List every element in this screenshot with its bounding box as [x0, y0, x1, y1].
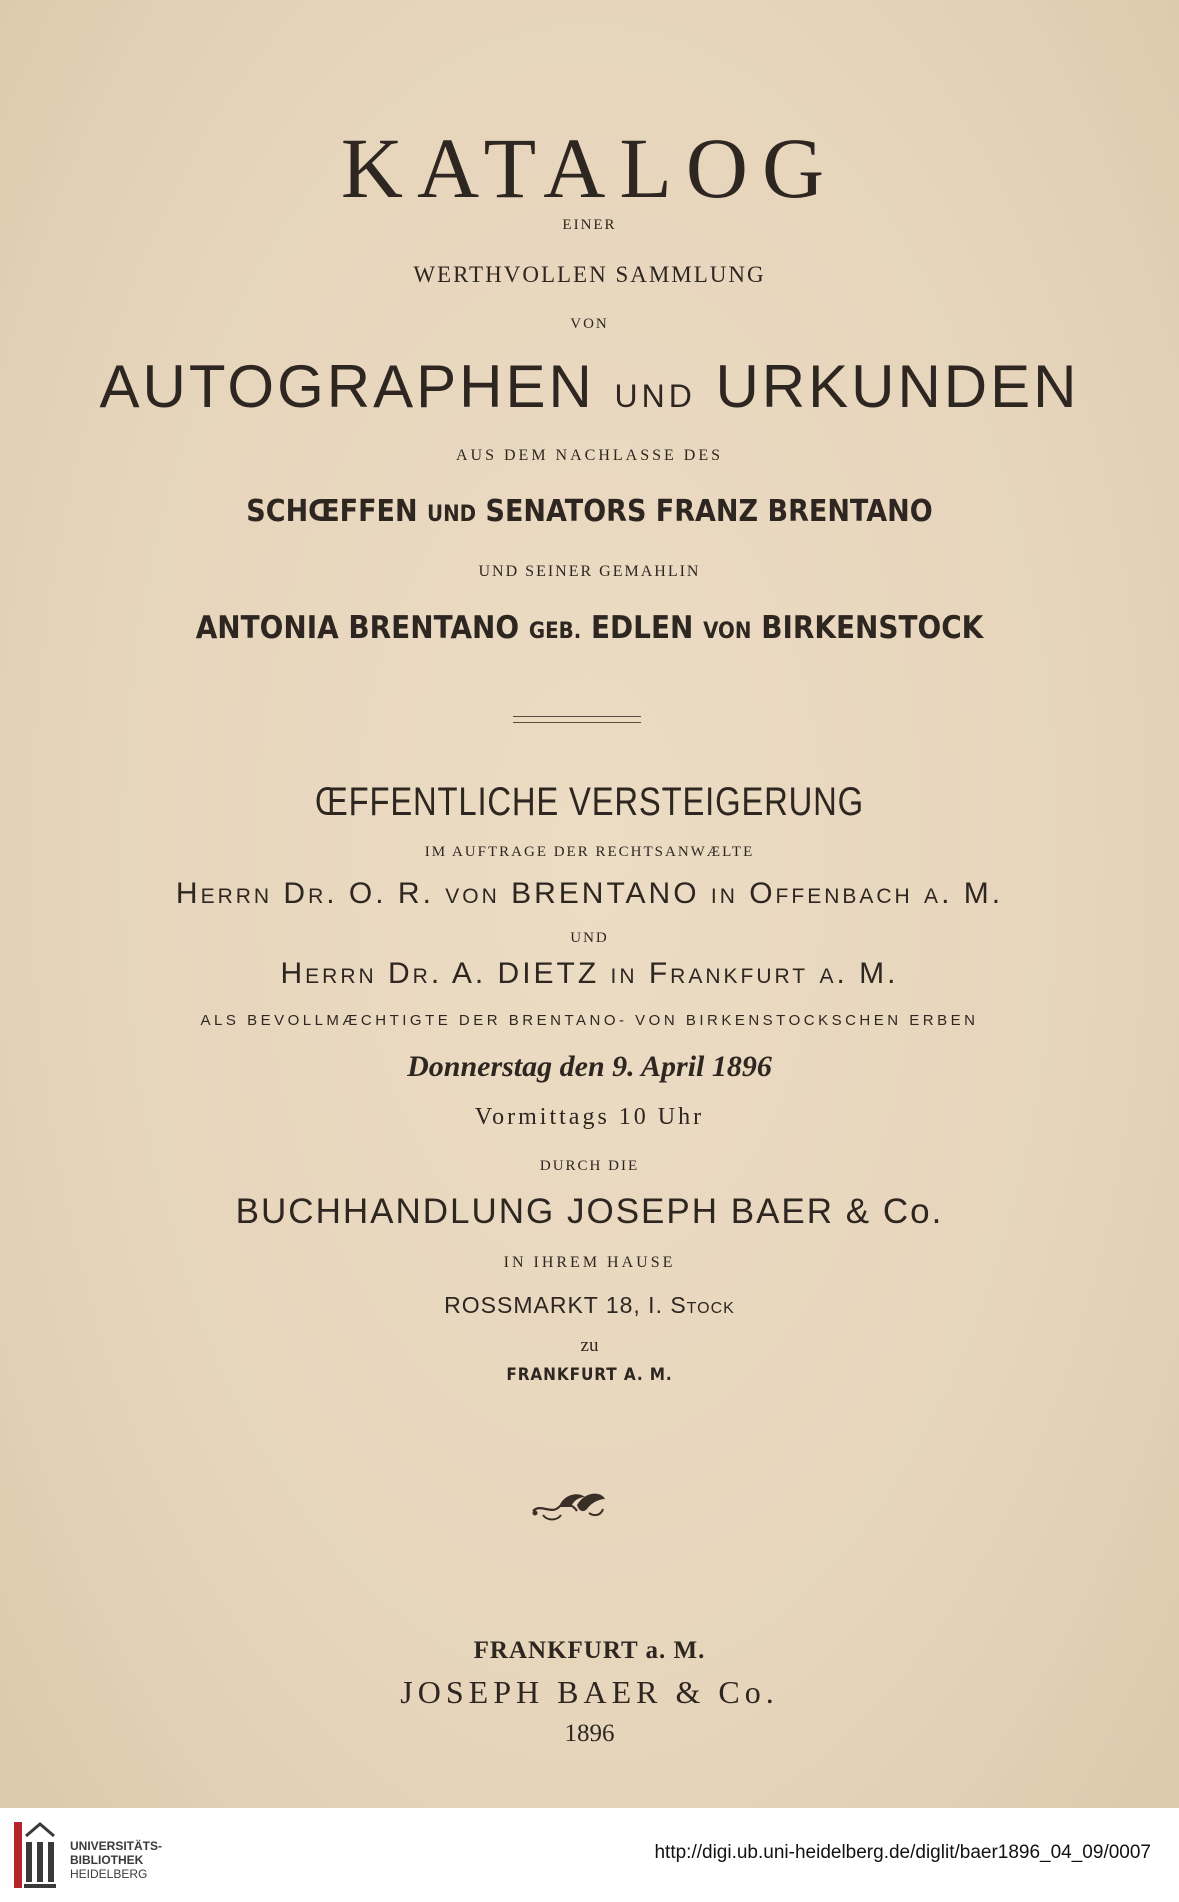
heading-antonia-brentano	[59, 610, 1120, 646]
divider-rule-thin	[513, 722, 641, 723]
line-von: VON	[570, 316, 609, 332]
line-und-seiner-gemahlin: UND SEINER GEMAHLIN	[478, 563, 701, 580]
word-und-2: UND	[427, 502, 477, 527]
logo-line-1: UNIVERSITÄTS-	[70, 1839, 163, 1853]
word-urkunden: URKUNDEN	[715, 353, 1080, 420]
heading-schoeffen-brentano	[59, 494, 1120, 529]
heading-oeffentliche-versteigerung: ŒFFENTLICHE VERSTEIGERUNG	[314, 780, 864, 824]
word-birkenstock: BIRKENSTOCK	[761, 610, 984, 646]
heading-autographen-urkunden	[0, 352, 1179, 421]
word-edlen: EDLEN	[590, 610, 694, 646]
leaf-flourish-icon	[529, 1485, 609, 1525]
word-schoeffen: SCHŒFFEN	[246, 494, 418, 529]
catalog-title: KATALOG	[340, 120, 839, 216]
word-geb: GEB.	[528, 619, 582, 644]
line-durch-die: DURCH DIE	[539, 1158, 640, 1174]
line-in-ihrem-hause: IN IHREM HAUSE	[503, 1254, 676, 1271]
line-im-auftrage: IM AUFTRAGE DER RECHTSANWÆLTE	[424, 844, 755, 860]
auction-date: Donnerstag den 9. April 1896	[407, 1050, 772, 1083]
word-und: UND	[614, 378, 696, 414]
footer-bar	[0, 1808, 1179, 1902]
logo-line-2: BIBLIOTHEK	[70, 1853, 144, 1867]
line-herrn-brentano: Herrn Dr. O. R. von BRENTANO in Offenbach a. M.	[175, 877, 1004, 910]
heading-buchhandlung: BUCHHANDLUNG JOSEPH BAER & Co.	[235, 1192, 944, 1231]
source-url-link[interactable]: http://digi.ub.uni-heidelberg.de/diglit/baer1896_04_09/0007	[654, 1842, 1151, 1863]
divider-rule	[513, 716, 641, 717]
line-herrn-dietz: Herrn Dr. A. DIETZ in Frankfurt a. M.	[280, 957, 899, 990]
line-frankfurt-small: FRANKFURT A. M.	[506, 1365, 673, 1385]
line-und: UND	[570, 930, 609, 946]
imprint-year: 1896	[564, 1720, 615, 1747]
word-autographen: AUTOGRAPHEN	[99, 353, 595, 420]
logo-line-3: HEIDELBERG	[70, 1867, 148, 1881]
word-von-2: VON	[703, 619, 752, 644]
word-antonia-brentano: ANTONIA BRENTANO	[195, 610, 520, 646]
address-rossmarkt: ROSSMARKT 18, I. Stock	[444, 1292, 735, 1318]
library-logo-icon	[10, 1816, 64, 1894]
line-einer: EINER	[562, 217, 617, 233]
word-senators: SENATORS FRANZ BRENTANO	[485, 494, 933, 529]
line-bevollmaechtigte: ALS BEVOLLMÆCHTIGTE DER BRENTANO- VON BIRKENSTOCKSCHEN ERBEN	[200, 1012, 979, 1029]
line-aus-dem-nachlasse: AUS DEM NACHLASSE DES	[455, 447, 724, 464]
line-zu: zu	[580, 1335, 599, 1356]
line-werthvollen-sammlung: WERTHVOLLEN SAMMLUNG	[413, 262, 766, 287]
imprint-city: FRANKFURT a. M.	[473, 1637, 706, 1664]
auction-time: Vormittags 10 Uhr	[474, 1104, 705, 1130]
imprint-publisher: JOSEPH BAER & Co.	[400, 1674, 779, 1710]
